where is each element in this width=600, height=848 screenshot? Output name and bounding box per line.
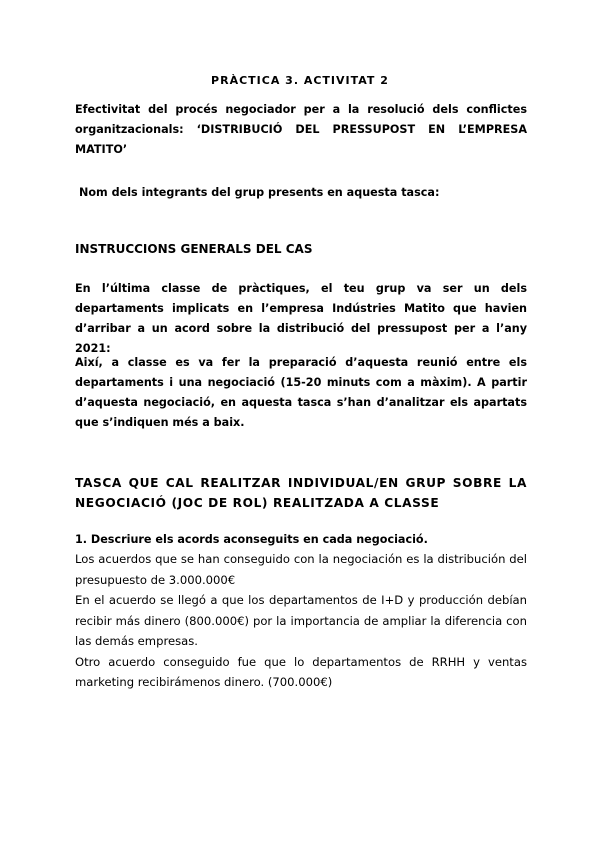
- question-1: 1. Descriure els acords aconseguits en cada negociació.: [75, 533, 428, 546]
- answer-line-3: Otro acuerdo conseguido fue que lo departamentos de RRHH y ventas marketing recibirámenos dinero. (700.000€): [75, 654, 527, 689]
- answer-block: [75, 549, 527, 693]
- practice-heading: PRÀCTICA 3. ACTIVITAT 2: [211, 74, 389, 87]
- document-title: Efectivitat del procés negociador per a la resolució dels conflictes organitzacionals: ‘DISTRIBUCIÓ DEL PRESSUPOST EN L’EMPRESA MATITO’: [75, 103, 527, 156]
- intro-paragraph: En l’última classe de pràctiques, el teu grup va ser un dels departaments implicats en l’empresa Indústries Matito que havien d’arribar a un acord sobre la distribució del pressupost per a l’any 2021:: [75, 282, 527, 355]
- preparation-paragraph: Així, a classe es va fer la preparació d’aquesta reunió entre els departaments i una negociació (15-20 minuts com a màxim). A partir d’aquesta negociació, en aquesta tasca s’han d’analitzar els apartats que s’indiquen més a baix.: [75, 356, 527, 429]
- group-members-prompt: Nom dels integrants del grup presents en aquesta tasca:: [79, 186, 440, 199]
- task-heading: TASCA QUE CAL REALITZAR INDIVIDUAL/EN GRUP SOBRE LA NEGOCIACIÓ (JOC DE ROL) REALITZADA A CLASSE: [75, 476, 527, 510]
- answer-line-2: En el acuerdo se llegó a que los departamentos de I+D y producción debían recibir más dinero (800.000€) por la importancia de ampliar la diferencia con las demás empresas.: [75, 593, 527, 648]
- answer-line-1: Los acuerdos que se han conseguido con la negociación es la distribución del presupuesto de 3.000.000€: [75, 552, 527, 587]
- instructions-heading: INSTRUCCIONS GENERALS DEL CAS: [75, 242, 313, 256]
